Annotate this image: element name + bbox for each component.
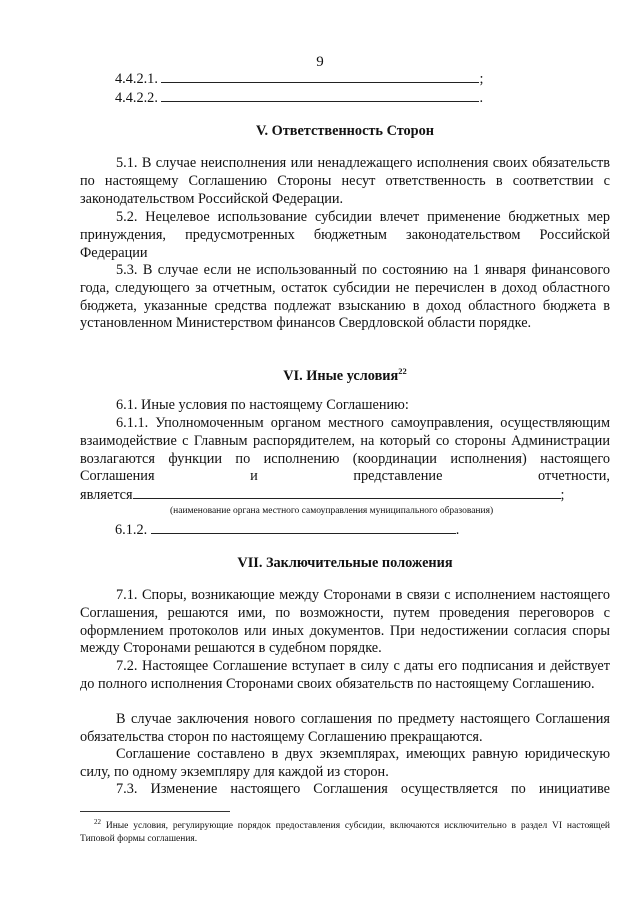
paragraph-5-1: 5.1. В случае неисполнения или ненадлежащего исполнения своих обязательств по настоящему Соглашению Стороны несут ответственность в соответствии с законодательством Российской Федерации. [80, 155, 610, 207]
paragraph-7-2: 7.2. Настоящее Соглашение вступает в силу с даты его подписания и действует до полного исполнения Сторонами своих обязательств по настоящему Соглашению. [80, 658, 610, 692]
fill-in-line [161, 70, 479, 83]
responsible-body-line [80, 486, 565, 504]
item-end: . [479, 90, 484, 106]
item-label: 6.1.2. [115, 522, 148, 538]
page-number: 9 [316, 54, 324, 70]
paragraph-6-1: 6.1. Иные условия по настоящему Соглашению: [116, 397, 409, 413]
footnote-mark: 22 [398, 366, 407, 376]
paragraph-5-2: 5.2. Нецелевое использование субсидии влечет применение бюджетных мер принуждения, предусмотренных бюджетным законодательством Российской Федерации [80, 209, 610, 261]
section-6-title-text: VI. Иные условия [283, 367, 399, 384]
paragraph-5-3: 5.3. В случае если не использованный по состоянию на 1 января финансового года, следующего за отчетным, остаток субсидии не перечислен в доход областного бюджета, указанные средства подлежат взысканию в доход областного бюджета в установленном Министерством финансов Свердловской области порядке. [80, 262, 610, 332]
paragraph-7-2-new-agreement: В случае заключения нового соглашения по предмету настоящего Соглашения обязательства сторон по настоящему Соглашению прекращаются. [80, 711, 610, 745]
fill-in-line [133, 486, 561, 499]
label-is: является [80, 487, 133, 503]
footnote-number: 22 [94, 818, 101, 826]
footnote-divider [80, 811, 230, 812]
section-6-title [80, 366, 610, 385]
item-end: ; [479, 71, 484, 87]
paragraph-7-1: 7.1. Споры, возникающие между Сторонами в связи с исполнением настоящего Соглашения, решаются ими, по возможности, путем проведения переговоров с оформлением протоколов или иных документов. При недостижении согласия споры между Сторонами решаются в судебном порядке. [80, 587, 610, 657]
responsible-body-hint: (наименование органа местного самоуправления муниципального образования) [170, 506, 494, 516]
footnote-text: Иные условия, регулирующие порядок предоставления субсидии, включаются исключительно в раздел VI настоящей Типовой формы соглашения. [80, 821, 611, 845]
item-6-1-2 [115, 521, 459, 539]
item-end: . [455, 522, 460, 538]
paragraph-6-1-1: 6.1.1. Уполномоченным органом местного самоуправления, осуществляющим взаимодействие с Главным распорядителем, на который со стороны Администрации возлагаются функции по исполнению (координации исполнения) настоящего Соглашения и представление отчетности, [80, 415, 610, 485]
fill-in-line [151, 521, 456, 534]
item-4-4-2-1 [115, 70, 483, 88]
paragraph-7-2-copies: Соглашение составлено в двух экземплярах, имеющих равную юридическую силу, по одному экземпляру для каждой из сторон. [80, 746, 610, 780]
fill-in-line [161, 89, 479, 102]
section-7-title: VII. Заключительные положения [237, 555, 453, 571]
item-label: 4.4.2.2. [115, 90, 158, 106]
item-label: 4.4.2.1. [115, 71, 158, 87]
footnote-22 [80, 816, 610, 846]
section-5-title: V. Ответственность Сторон [255, 123, 435, 139]
paragraph-7-3: 7.3. Изменение настоящего Соглашения осуществляется по инициативе [116, 781, 610, 797]
line-end: ; [560, 487, 565, 503]
item-4-4-2-2 [115, 89, 483, 107]
